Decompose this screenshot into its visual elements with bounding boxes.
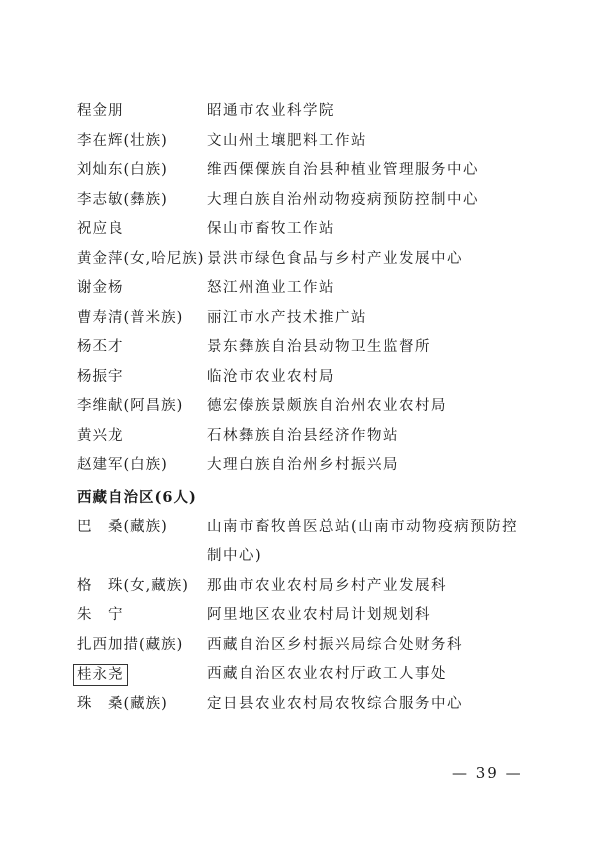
person-name: 赵建军(白族)	[77, 457, 168, 473]
person-name: 李维献(阿昌族)	[77, 398, 184, 414]
list-item	[77, 333, 547, 363]
work-unit: 西藏自治区农业农村厅政工人事处	[207, 666, 447, 682]
person-name	[77, 660, 128, 691]
work-unit: 阿里地区农业农村局计划规划科	[207, 607, 431, 623]
work-unit: 大理白族自治州动物疫病预防控制中心	[207, 191, 479, 208]
work-unit: 德宏傣族景颇族自治州农业农村局	[207, 398, 447, 414]
person-name: 格 珠(女,藏族)	[77, 577, 189, 594]
work-unit: 昭通市农业科学院	[207, 103, 335, 119]
person-name: 巴 桑(藏族)	[77, 518, 168, 535]
work-unit: 丽江市水产技术推广站	[207, 309, 367, 326]
work-unit: 临沧市农业农村局	[207, 368, 335, 385]
list-item	[77, 186, 547, 216]
section-heading: 西藏自治区(6人)	[77, 488, 197, 506]
list-item	[77, 422, 547, 452]
person-name: 扎西加措(藏族)	[77, 636, 184, 653]
work-unit-continued: 制中心)	[207, 548, 263, 564]
work-unit: 景洪市绿色食品与乡村产业发展中心	[207, 250, 463, 267]
list-item-continuation	[77, 542, 547, 572]
person-name: 曹寿清(普米族)	[77, 309, 184, 326]
person-name: 李在辉(壮族)	[77, 132, 168, 149]
highlighted-name-box: 桂永尧	[73, 664, 128, 686]
person-name: 刘灿东(白族)	[77, 162, 168, 178]
list-item	[77, 660, 547, 690]
person-name: 杨丕才	[77, 339, 124, 355]
list-item	[77, 97, 547, 127]
list-item	[77, 245, 547, 275]
award-list	[77, 97, 547, 719]
list-item	[77, 215, 547, 245]
list-item	[77, 631, 547, 661]
work-unit: 保山市畜牧工作站	[207, 221, 335, 237]
list-item	[77, 127, 547, 157]
list-item	[77, 572, 547, 602]
list-item	[77, 363, 547, 393]
person-name: 珠 桑(藏族)	[77, 695, 168, 712]
work-unit: 石林彝族自治县经济作物站	[207, 427, 399, 444]
work-unit: 景东彝族自治县动物卫生监督所	[207, 339, 431, 355]
list-item	[77, 690, 547, 720]
list-item	[77, 304, 547, 334]
work-unit: 文山州土壤肥料工作站	[207, 132, 367, 149]
work-unit: 西藏自治区乡村振兴局综合处财务科	[207, 636, 463, 653]
work-unit: 怒江州渔业工作站	[207, 280, 335, 296]
person-name: 黄金萍(女,哈尼族)	[77, 250, 205, 267]
list-item	[77, 274, 547, 304]
list-item	[77, 392, 547, 422]
list-item	[77, 513, 547, 543]
person-name: 黄兴龙	[77, 427, 124, 444]
work-unit: 山南市畜牧兽医总站(山南市动物疫病预防控	[207, 518, 519, 535]
work-unit: 定日县农业农村局农牧综合服务中心	[207, 695, 463, 712]
person-name: 祝应良	[77, 221, 124, 237]
list-item	[77, 601, 547, 631]
work-unit: 大理白族自治州乡村振兴局	[207, 457, 399, 473]
list-item	[77, 451, 547, 481]
work-unit: 维西傈僳族自治县种植业管理服务中心	[207, 162, 479, 178]
page-number: — 39 —	[452, 764, 523, 782]
person-name: 杨振宇	[77, 368, 124, 385]
person-name: 李志敏(彝族)	[77, 191, 168, 208]
person-name: 程金朋	[77, 103, 124, 119]
person-name: 朱 宁	[77, 607, 124, 623]
list-item	[77, 156, 547, 186]
work-unit: 那曲市农业农村局乡村产业发展科	[207, 577, 447, 594]
person-name: 谢金杨	[77, 280, 124, 296]
